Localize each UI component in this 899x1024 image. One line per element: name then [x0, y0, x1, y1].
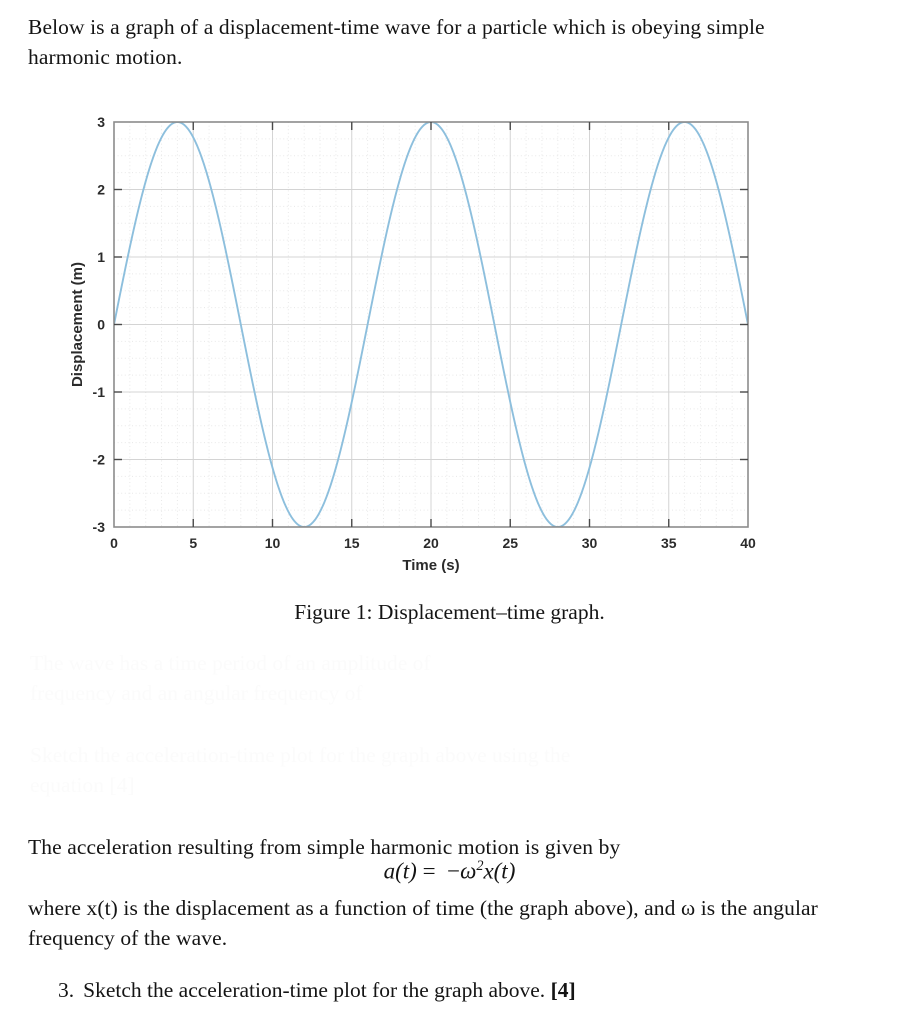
x-tick-label: 5	[189, 535, 198, 551]
ghost-line	[30, 678, 870, 708]
y-axis-title: Displacement (m)	[69, 261, 86, 388]
figure-caption: Figure 1: Displacement–time graph.	[294, 600, 605, 624]
equation-equals: =	[422, 858, 436, 884]
x-tick-label: 20	[423, 535, 439, 551]
figure-displacement-time-graph	[0, 104, 899, 594]
x-tick-label: 30	[581, 535, 598, 551]
ghost-line	[30, 770, 870, 800]
ghost-line	[30, 648, 870, 678]
x-tick-label: 25	[502, 535, 519, 551]
y-tick-label: 2	[97, 181, 105, 198]
intro-paragraph: Below is a graph of a displacement-time wave for a particle which is obeying simple harmonic motion.	[28, 15, 765, 69]
y-axis-tick-labels	[93, 114, 106, 535]
question-marks: [4]	[550, 978, 576, 1002]
ghost-line	[30, 740, 870, 770]
x-tick-label: 40	[740, 535, 756, 551]
x-tick-label: 15	[343, 535, 360, 551]
x-axis-title: Time (s)	[402, 557, 460, 574]
erased-ghost-text-region	[30, 648, 870, 813]
question-text: Sketch the acceleration-time plot for the graph above.	[83, 978, 546, 1002]
x-axis-tick-labels	[110, 535, 756, 551]
equation-exponent: 2	[476, 858, 484, 874]
where-paragraph: where x(t) is the displacement as a function of time (the graph above), and ω is the angular frequency of the wave.	[28, 896, 818, 950]
equation-omega: ω	[460, 858, 477, 884]
ghost-gap	[30, 708, 870, 740]
y-tick-label: -3	[92, 519, 105, 535]
equation-lhs: a(t)	[383, 858, 417, 884]
y-tick-label: 3	[97, 114, 105, 130]
equation-x-of-t: x(t)	[483, 858, 516, 884]
displacement-time-chart	[0, 104, 899, 594]
x-tick-label: 35	[660, 535, 677, 551]
y-tick-label: 0	[97, 316, 105, 333]
y-tick-label: -1	[92, 384, 105, 400]
acceleration-equation	[0, 858, 899, 885]
question-item-3	[58, 975, 878, 1005]
x-tick-label: 10	[264, 535, 281, 551]
y-tick-label: 1	[97, 249, 105, 265]
x-tick-label: 0	[110, 535, 118, 551]
question-number: 3.	[58, 978, 75, 1002]
y-tick-label: -2	[92, 451, 105, 468]
acceleration-paragraph: The acceleration resulting from simple harmonic motion is given by	[28, 835, 621, 859]
equation-minus-sign: −	[447, 858, 461, 884]
